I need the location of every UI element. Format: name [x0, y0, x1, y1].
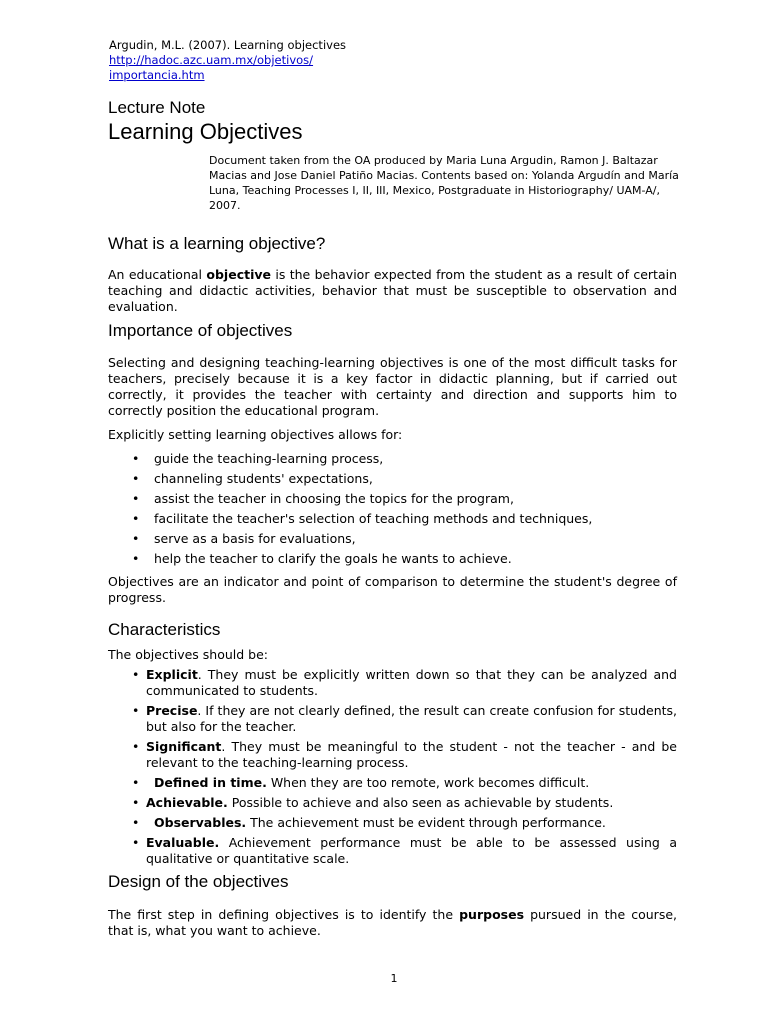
- characteristic-term: Explicit: [146, 667, 198, 682]
- bullet-icon: •: [132, 703, 140, 718]
- characteristics-intro: The objectives should be:: [108, 647, 269, 662]
- definition-term: objective: [206, 267, 271, 282]
- importance-list: [108, 451, 677, 571]
- list-item: [108, 775, 677, 791]
- bullet-icon: •: [132, 451, 140, 466]
- bullet-icon: •: [132, 471, 140, 486]
- heading-what-is-objective: What is a learning objective?: [108, 234, 326, 253]
- heading-importance: Importance of objectives: [108, 321, 293, 340]
- definition-text-end: is the behavior expected from the student as a result of certain teaching and didactic activities, behavior that must be susceptible to observation and evaluation.: [108, 267, 678, 314]
- list-item-text: facilitate the teacher's selection of teaching methods and techniques,: [154, 511, 593, 526]
- design-paragraph: [108, 907, 677, 939]
- heading-design: Design of the objectives: [108, 872, 289, 891]
- design-text-start: The first step in defining objectives is to identify the: [108, 907, 460, 922]
- bullet-icon: •: [132, 551, 140, 566]
- characteristic-text: . If they are not clearly defined, the result can create confusion for students, but also for the teacher.: [146, 703, 677, 734]
- design-term: purposes: [459, 907, 525, 922]
- citation: [109, 38, 346, 83]
- list-item: [108, 739, 677, 771]
- characteristic-text: . They must be explicitly written down so that they can be analyzed and communicated to students.: [146, 667, 677, 698]
- source-note: Document taken from the OA produced by Maria Luna Argudin, Ramon J. Baltazar Macias and Jose Daniel Patiño Macias. Contents based on: Yolanda Argudín and María Luna, Teaching Processes I, II, III, Mexico, Postgraduate in Historiography/ UAM-A/, 2007.: [209, 154, 679, 212]
- bullet-icon: •: [132, 775, 140, 790]
- list-item: [108, 835, 677, 867]
- bullet-icon: •: [132, 739, 140, 754]
- characteristic-term: Achievable.: [146, 795, 228, 810]
- list-item-text: help the teacher to clarify the goals he wants to achieve.: [154, 551, 512, 566]
- document-title: Learning Objectives: [108, 119, 303, 144]
- list-item: [108, 667, 677, 699]
- list-item: [108, 451, 677, 471]
- list-item: [108, 703, 677, 735]
- characteristic-term: Evaluable.: [146, 835, 220, 850]
- lecture-note-label: Lecture Note: [108, 98, 206, 117]
- design-text-end: pursued in the course, that is, what you want to achieve.: [108, 907, 677, 938]
- bullet-icon: •: [132, 531, 140, 546]
- bullet-icon: •: [132, 795, 140, 810]
- bullet-icon: •: [132, 491, 140, 506]
- characteristic-term: Precise: [146, 703, 198, 718]
- citation-link-part1[interactable]: http://hadoc.azc.uam.mx/objetivos/: [109, 53, 314, 67]
- characteristic-text: The achievement must be evident through performance.: [246, 815, 606, 830]
- list-item: [108, 511, 677, 531]
- importance-intro: Explicitly setting learning objectives allows for:: [108, 427, 403, 442]
- list-item: [108, 815, 677, 831]
- characteristic-text: . They must be meaningful to the student - not the teacher - and be relevant to the teaching-learning process.: [146, 739, 677, 770]
- characteristics-list: [108, 667, 677, 871]
- characteristic-text: Achievement performance must be able to be assessed using a qualitative or quantitative scale.: [146, 835, 677, 866]
- citation-link-part2[interactable]: importancia.htm: [109, 68, 205, 82]
- list-item-text: assist the teacher in choosing the topics for the program,: [154, 491, 514, 506]
- list-item: [108, 471, 677, 491]
- list-item: [108, 795, 677, 811]
- importance-paragraph: Selecting and designing teaching-learning objectives is one of the most difficult tasks for teachers, precisely because it is a key factor in didactic planning, but if carried out correctly, it provides the teacher with certainty and direction and supports him to correctly position the educational program.: [108, 355, 677, 418]
- characteristic-text: When they are too remote, work becomes difficult.: [266, 775, 590, 790]
- list-item-text: serve as a basis for evaluations,: [154, 531, 356, 546]
- definition-paragraph: [108, 267, 677, 315]
- page-number: 1: [390, 972, 398, 985]
- objectives-indicator-paragraph: Objectives are an indicator and point of comparison to determine the student's degree of progress.: [108, 574, 677, 605]
- definition-text-start: An educational: [108, 267, 207, 282]
- characteristic-term: Observables.: [154, 815, 247, 830]
- characteristic-term: Significant: [146, 739, 222, 754]
- bullet-icon: •: [132, 835, 140, 850]
- list-item-text: guide the teaching-learning process,: [154, 451, 384, 466]
- heading-characteristics: Characteristics: [108, 620, 221, 639]
- citation-text: Argudin, M.L. (2007). Learning objectives: [109, 38, 347, 52]
- characteristic-text: Possible to achieve and also seen as achievable by students.: [227, 795, 614, 810]
- list-item: [108, 531, 677, 551]
- list-item-text: channeling students' expectations,: [154, 471, 373, 486]
- bullet-icon: •: [132, 667, 140, 682]
- characteristic-term: Defined in time.: [154, 775, 267, 790]
- bullet-icon: •: [132, 815, 140, 830]
- list-item: [108, 551, 677, 571]
- list-item: [108, 491, 677, 511]
- bullet-icon: •: [132, 511, 140, 526]
